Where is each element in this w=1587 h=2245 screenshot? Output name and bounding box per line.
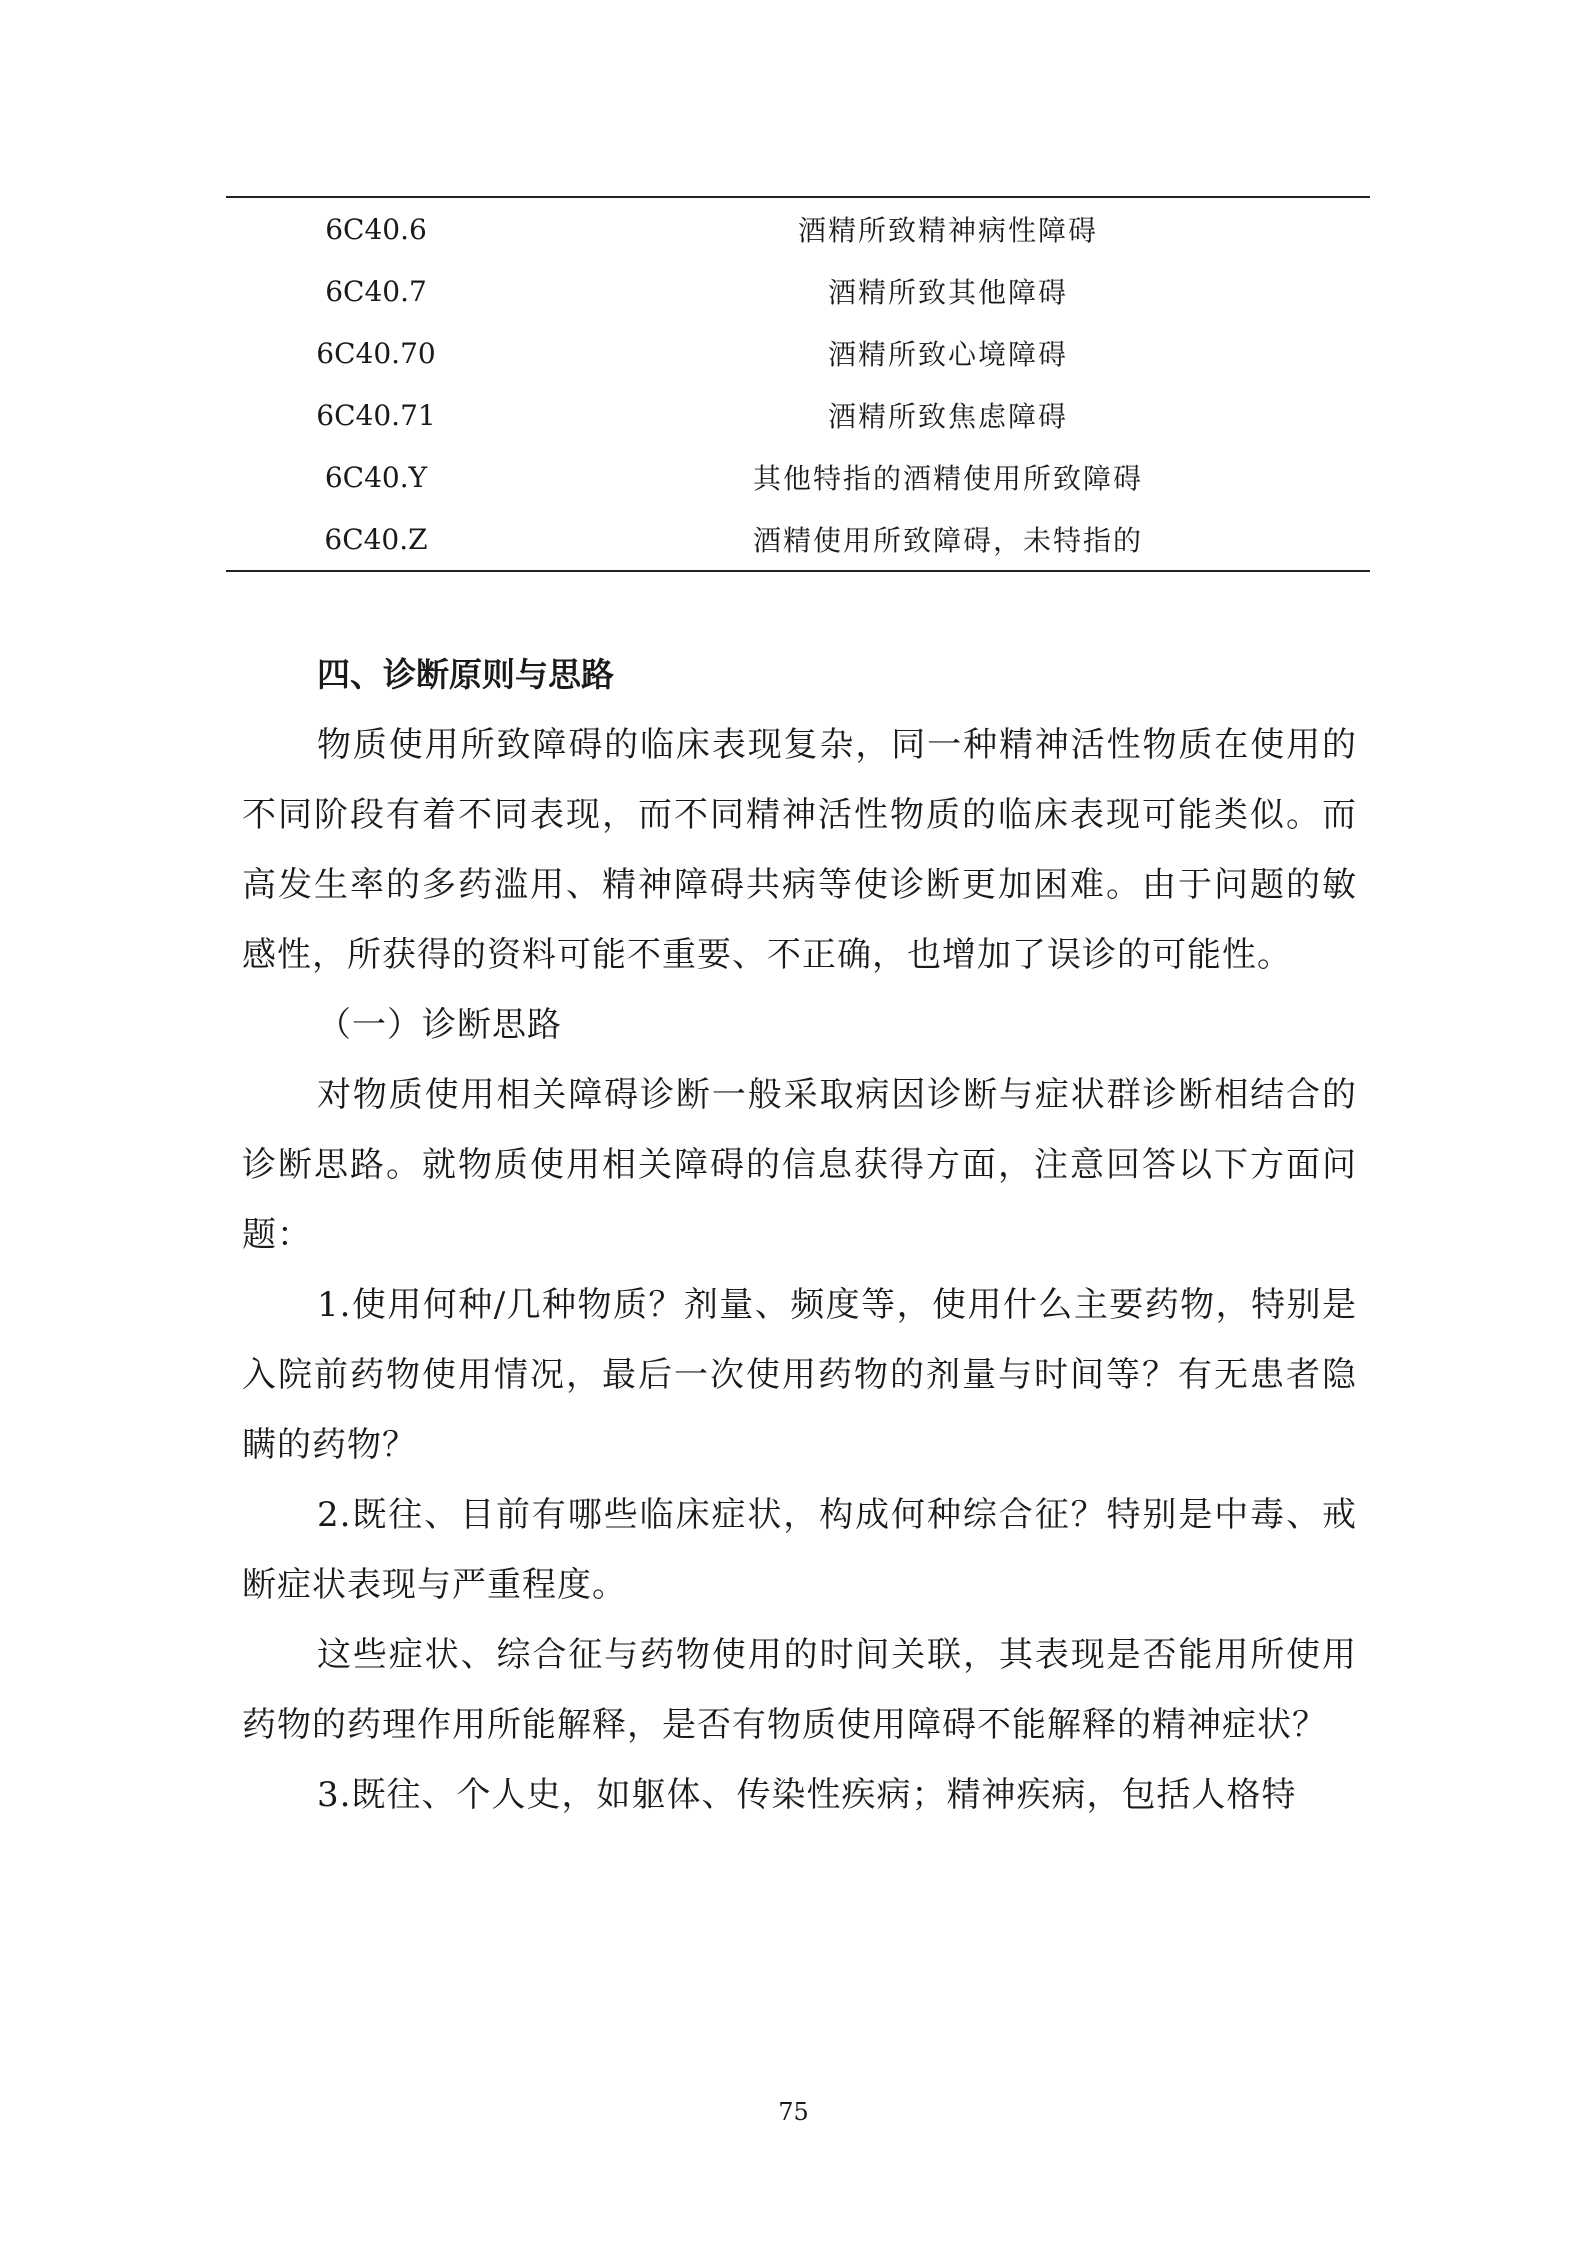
table-row xyxy=(226,322,1370,384)
intro-paragraph: 物质使用所致障碍的临床表现复杂，同一种精神活性物质在使用的不同阶段有着不同表现，而不同精神活性物质的临床表现可能类似。而高发生率的多药滥用、精神障碍共病等使诊断更加困难。由于问题的敏感性，所获得的资料可能不重要、不正确，也增加了误诊的可能性。 xyxy=(242,725,1357,975)
page-number: 75 xyxy=(778,2098,809,2126)
table-cell-name: 酒精所致心境障碍 xyxy=(827,338,1068,371)
section-content xyxy=(242,640,1357,1830)
body-paragraph: 3.既往、个人史，如躯体、传染性疾病；精神疾病，包括人格特 xyxy=(317,1775,1297,1815)
table-cell-name: 酒精所致精神病性障碍 xyxy=(797,214,1098,247)
table-row xyxy=(226,384,1370,446)
table-cell-code: 6C40.Y xyxy=(324,460,428,494)
table-cell-name: 其他特指的酒精使用所致障碍 xyxy=(752,462,1143,495)
table-cell-name: 酒精使用所致障碍，未特指的 xyxy=(752,524,1143,557)
code-table xyxy=(226,198,1370,570)
table-row xyxy=(226,508,1370,570)
table-cell-code: 6C40.7 xyxy=(325,274,427,308)
body-paragraph: 2.既往、目前有哪些临床症状，构成何种综合征？特别是中毒、戒断症状表现与严重程度。 xyxy=(242,1495,1357,1605)
table-row xyxy=(226,198,1370,260)
table-cell-code: 6C40.70 xyxy=(316,336,436,370)
table-row xyxy=(226,446,1370,508)
table-bottom-rule xyxy=(226,570,1370,572)
table-cell-code: 6C40.6 xyxy=(325,212,427,246)
body-paragraph: 这些症状、综合征与药物使用的时间关联，其表现是否能用所使用药物的药理作用所能解释，是否有物质使用障碍不能解释的精神症状？ xyxy=(242,1635,1357,1745)
table-cell-code: 6C40.Z xyxy=(324,522,428,556)
code-table-container xyxy=(226,196,1370,572)
section-heading: 四、诊断原则与思路 xyxy=(317,655,614,694)
table-row xyxy=(226,260,1370,322)
body-paragraph: 对物质使用相关障碍诊断一般采取病因诊断与症状群诊断相结合的诊断思路。就物质使用相关障碍的信息获得方面，注意回答以下方面问题： xyxy=(242,1075,1357,1255)
table-cell-code: 6C40.71 xyxy=(316,398,436,432)
body-paragraph: 1.使用何种/几种物质？剂量、频度等，使用什么主要药物，特别是入院前药物使用情况，最后一次使用药物的剂量与时间等？有无患者隐瞒的药物？ xyxy=(242,1285,1357,1465)
table-cell-name: 酒精所致焦虑障碍 xyxy=(827,400,1068,433)
subsection-heading: （一）诊断思路 xyxy=(317,1005,562,1045)
table-cell-name: 酒精所致其他障碍 xyxy=(827,276,1068,309)
